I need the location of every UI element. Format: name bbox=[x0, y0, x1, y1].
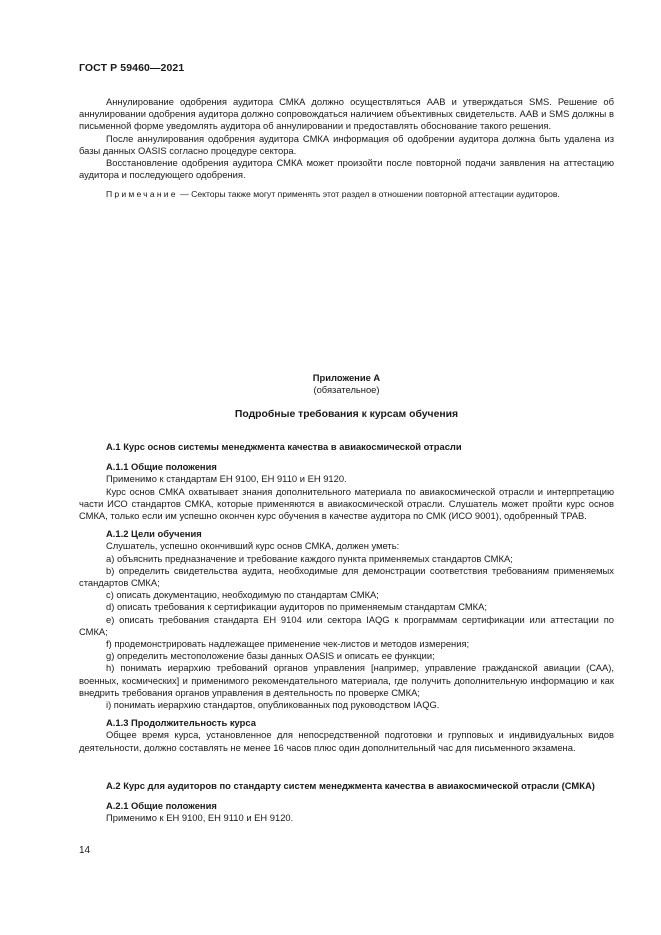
section-heading: А.2 Курс для аудиторов по стандарту систем менеджмента качества в авиакосмической отрасли (СМКА) bbox=[106, 780, 595, 791]
top-section bbox=[79, 96, 614, 200]
document-code: ГОСТ Р 59460—2021 bbox=[79, 62, 185, 74]
subsection-heading: А.1.3 Продолжительность курса bbox=[106, 717, 256, 729]
paragraph: После аннулирования одобрения аудитора СМКА информация об одобрении аудитора должна быть удалена из базы данных OASIS согласно процедуре сектора. bbox=[79, 132, 614, 156]
section-heading: А.1 Курс основ системы менеджмента качества в авиакосмической отрасли bbox=[106, 441, 462, 452]
list-item: e) описать требования стандарта ЕН 9104 или сектора IAQG к программам сертификации или аттестации по СМКА; bbox=[79, 613, 614, 637]
list-item: f) продемонстрировать надлежащее применение чек-листов и методов измерения; bbox=[106, 638, 470, 650]
appendix-header bbox=[79, 372, 614, 396]
list-item: c) описать документацию, необходимую по стандартам СМКА; bbox=[106, 589, 379, 601]
subsection-heading: А.1.2 Цели обучения bbox=[106, 528, 202, 540]
paragraph: Курс основ СМКА охватывает знания дополнительного материала по авиакосмической отрасли и интерпретацию части ИСО стандартов СМКА, которые применяются в авиакосмической отрасли. Слушатель может пройти курс основ СМКА, только если им успешно окончен курс обучения в качестве аудитора по СМК (ИСО 9001), одобренный TPAB. bbox=[79, 485, 614, 522]
list-item: b) определить свидетельства аудита, необходимые для демонстрации соответствия требованиям применяемых стандартов СМКА; bbox=[79, 564, 614, 589]
list-item: i) понимать иерархию стандартов, опубликованных под руководством IAQG. bbox=[106, 699, 440, 711]
page-number: 14 bbox=[79, 845, 91, 856]
paragraph: Общее время курса, установленное для непосредственной подготовки и групповых и индивидуальных видов деятельности, должно составлять не менее 16 часов плюс один дополнительный час для письменного экзамена. bbox=[79, 729, 614, 753]
appendix-heading-block bbox=[79, 409, 614, 421]
subsection-heading: А.2.1 Общие положения bbox=[106, 800, 217, 812]
paragraph: Применимо к ЕН 9100, ЕН 9110 и ЕН 9120. bbox=[106, 812, 294, 824]
list-item: a) объяснить предназначение и требование каждого пункта применяемых стандартов СМКА; bbox=[106, 552, 513, 564]
note bbox=[79, 189, 614, 200]
paragraph: Слушатель, успешно окончивший курс основ СМКА, должен уметь: bbox=[106, 540, 400, 552]
list-item: g) определить местоположение базы данных OASIS и описать ее функции; bbox=[106, 650, 435, 662]
subsection-heading: А.1.1 Общие положения bbox=[106, 461, 217, 473]
section-a1 bbox=[79, 441, 614, 754]
paragraph: Восстановление одобрения аудитора СМКА может произойти после повторной подачи заявления на аттестацию аудитора и последующего одобрения. bbox=[79, 157, 614, 181]
paragraph: Применимо к стандартам ЕН 9100, ЕН 9110 и ЕН 9120. bbox=[106, 473, 347, 485]
appendix-title: Приложение А bbox=[312, 372, 381, 383]
note-text: — Секторы также могут применять этот раздел в отношении повторной аттестации аудиторов. bbox=[177, 189, 560, 200]
appendix-subtitle: (обязательное) bbox=[313, 384, 380, 396]
list-item: d) описать требования к сертификации аудиторов по применяемым стандартам СМКА; bbox=[106, 601, 487, 613]
appendix-heading: Подробные требования к курсам обучения bbox=[234, 409, 459, 420]
section-a2 bbox=[79, 780, 614, 825]
note-label: Примечание bbox=[106, 189, 178, 200]
list-item: h) понимать иерархию требований органов управления [например, управление гражданской авиации (САА), военных, космических] и применимого рекомендательного материала, где получить дополнительную информацию и как внедрить требования органов управления в деятельность по проверке СМКА; bbox=[79, 662, 614, 698]
paragraph: Аннулирование одобрения аудитора СМКА должно осуществляться ААВ и утверждаться SMS. Решение об аннулировании одобрения аудитора должно сопровождаться наличием объективных свидетельств. ААВ и SMS должны в письменной форме уведомлять аудитора об аннулировании и предоставлять обоснование такого решения. bbox=[79, 96, 614, 132]
